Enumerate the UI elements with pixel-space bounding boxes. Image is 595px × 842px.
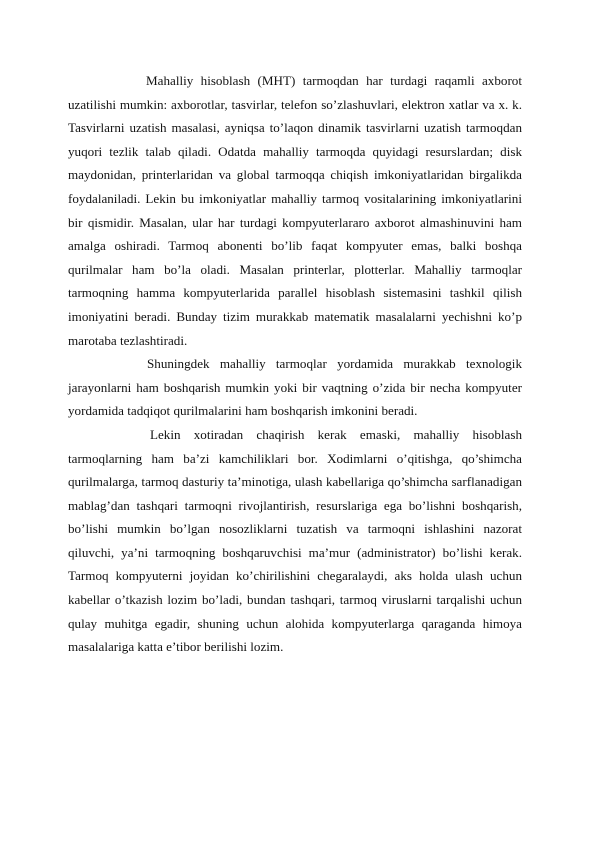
body-text bbox=[68, 69, 522, 659]
paragraph-1: Mahalliy hisoblash (MHT) tarmoqdan har turdagi raqamli axborot uzatilishi mumkin: axborotlar, tasvirlar, telefon so’zlashuvlari, elektron xatlar va x. k. Tasvirlarni uzatish masalasi, ayniqsa to’laqon dinamik tasvirlarni uzatish tarmoqdan yuqori tezlik talab qiladi. Odatda mahalliy tarmoqda quyidagi resurslardan; disk maydonidan, printerlaridan va global tarmoqqa chiqish imkoniyatlaridan birgalikda foydalaniladi. Lekin bu imkoniyatlar mahalliy tarmoq vositalarining imkoniyatlarini bir qismidir. Masalan, ular har turdagi kompyuterlararo axborot almashinuvini ham amalga oshiradi. Tarmoq abonenti bo’lib faqat kompyuter emas, balki boshqa qurilmalar ham bo’la oladi. Masalan printerlar, plotterlar. Mahalliy tarmoqlar tarmoqning hamma kompyuterlarida parallel hisoblash sistemasini tashkil qilish imoniyatini beradi. Bunday tizim murakkab matematik masalalarni yechishni ko’p marotaba tezlashtiradi. bbox=[68, 73, 522, 348]
paragraph-2: Shuningdek mahalliy tarmoqlar yordamida murakkab texnologik jarayonlarni ham boshqarish mumkin yoki bir vaqtning o’zida bir necha kompyuter yordamida tadqiqot qurilmalarini ham boshqarish imkonini beradi. bbox=[68, 356, 522, 419]
paragraph-3: Lekin xotiradan chaqirish kerak emaski, mahalliy hisoblash tarmoqlarning ham ba’zi kamchiliklari bor. Xodimlarni o’qitishga, qo’shimcha qurilmalarga, tarmoq dasturiy ta’minotiga, ulash kabellariga qo’shimcha sarflanadigan mablag’dan tashqari tarmoqni rivojlantirish, resurslariga ega bo’lishni boshqarish, bo’lishi mumkin bo’lgan nosozliklarni tuzatish va tarmoqni ishlashini nazorat qiluvchi, ya’ni tarmoqning boshqaruvchisi ma’mur (administrator) bo’lishi kerak. Tarmoq kompyuterni joyidan ko’chirilishini chegaralaydi, aks holda ulash uchun kabellar o’tkazish lozim bo’ladi, bundan tashqari, tarmoq viruslarni tarqalishi uchun qulay muhitga egadir, shuning uchun alohida kompyuterlarga qaraganda himoya masalalariga katta e’tibor berilishi lozim. bbox=[68, 426, 522, 655]
